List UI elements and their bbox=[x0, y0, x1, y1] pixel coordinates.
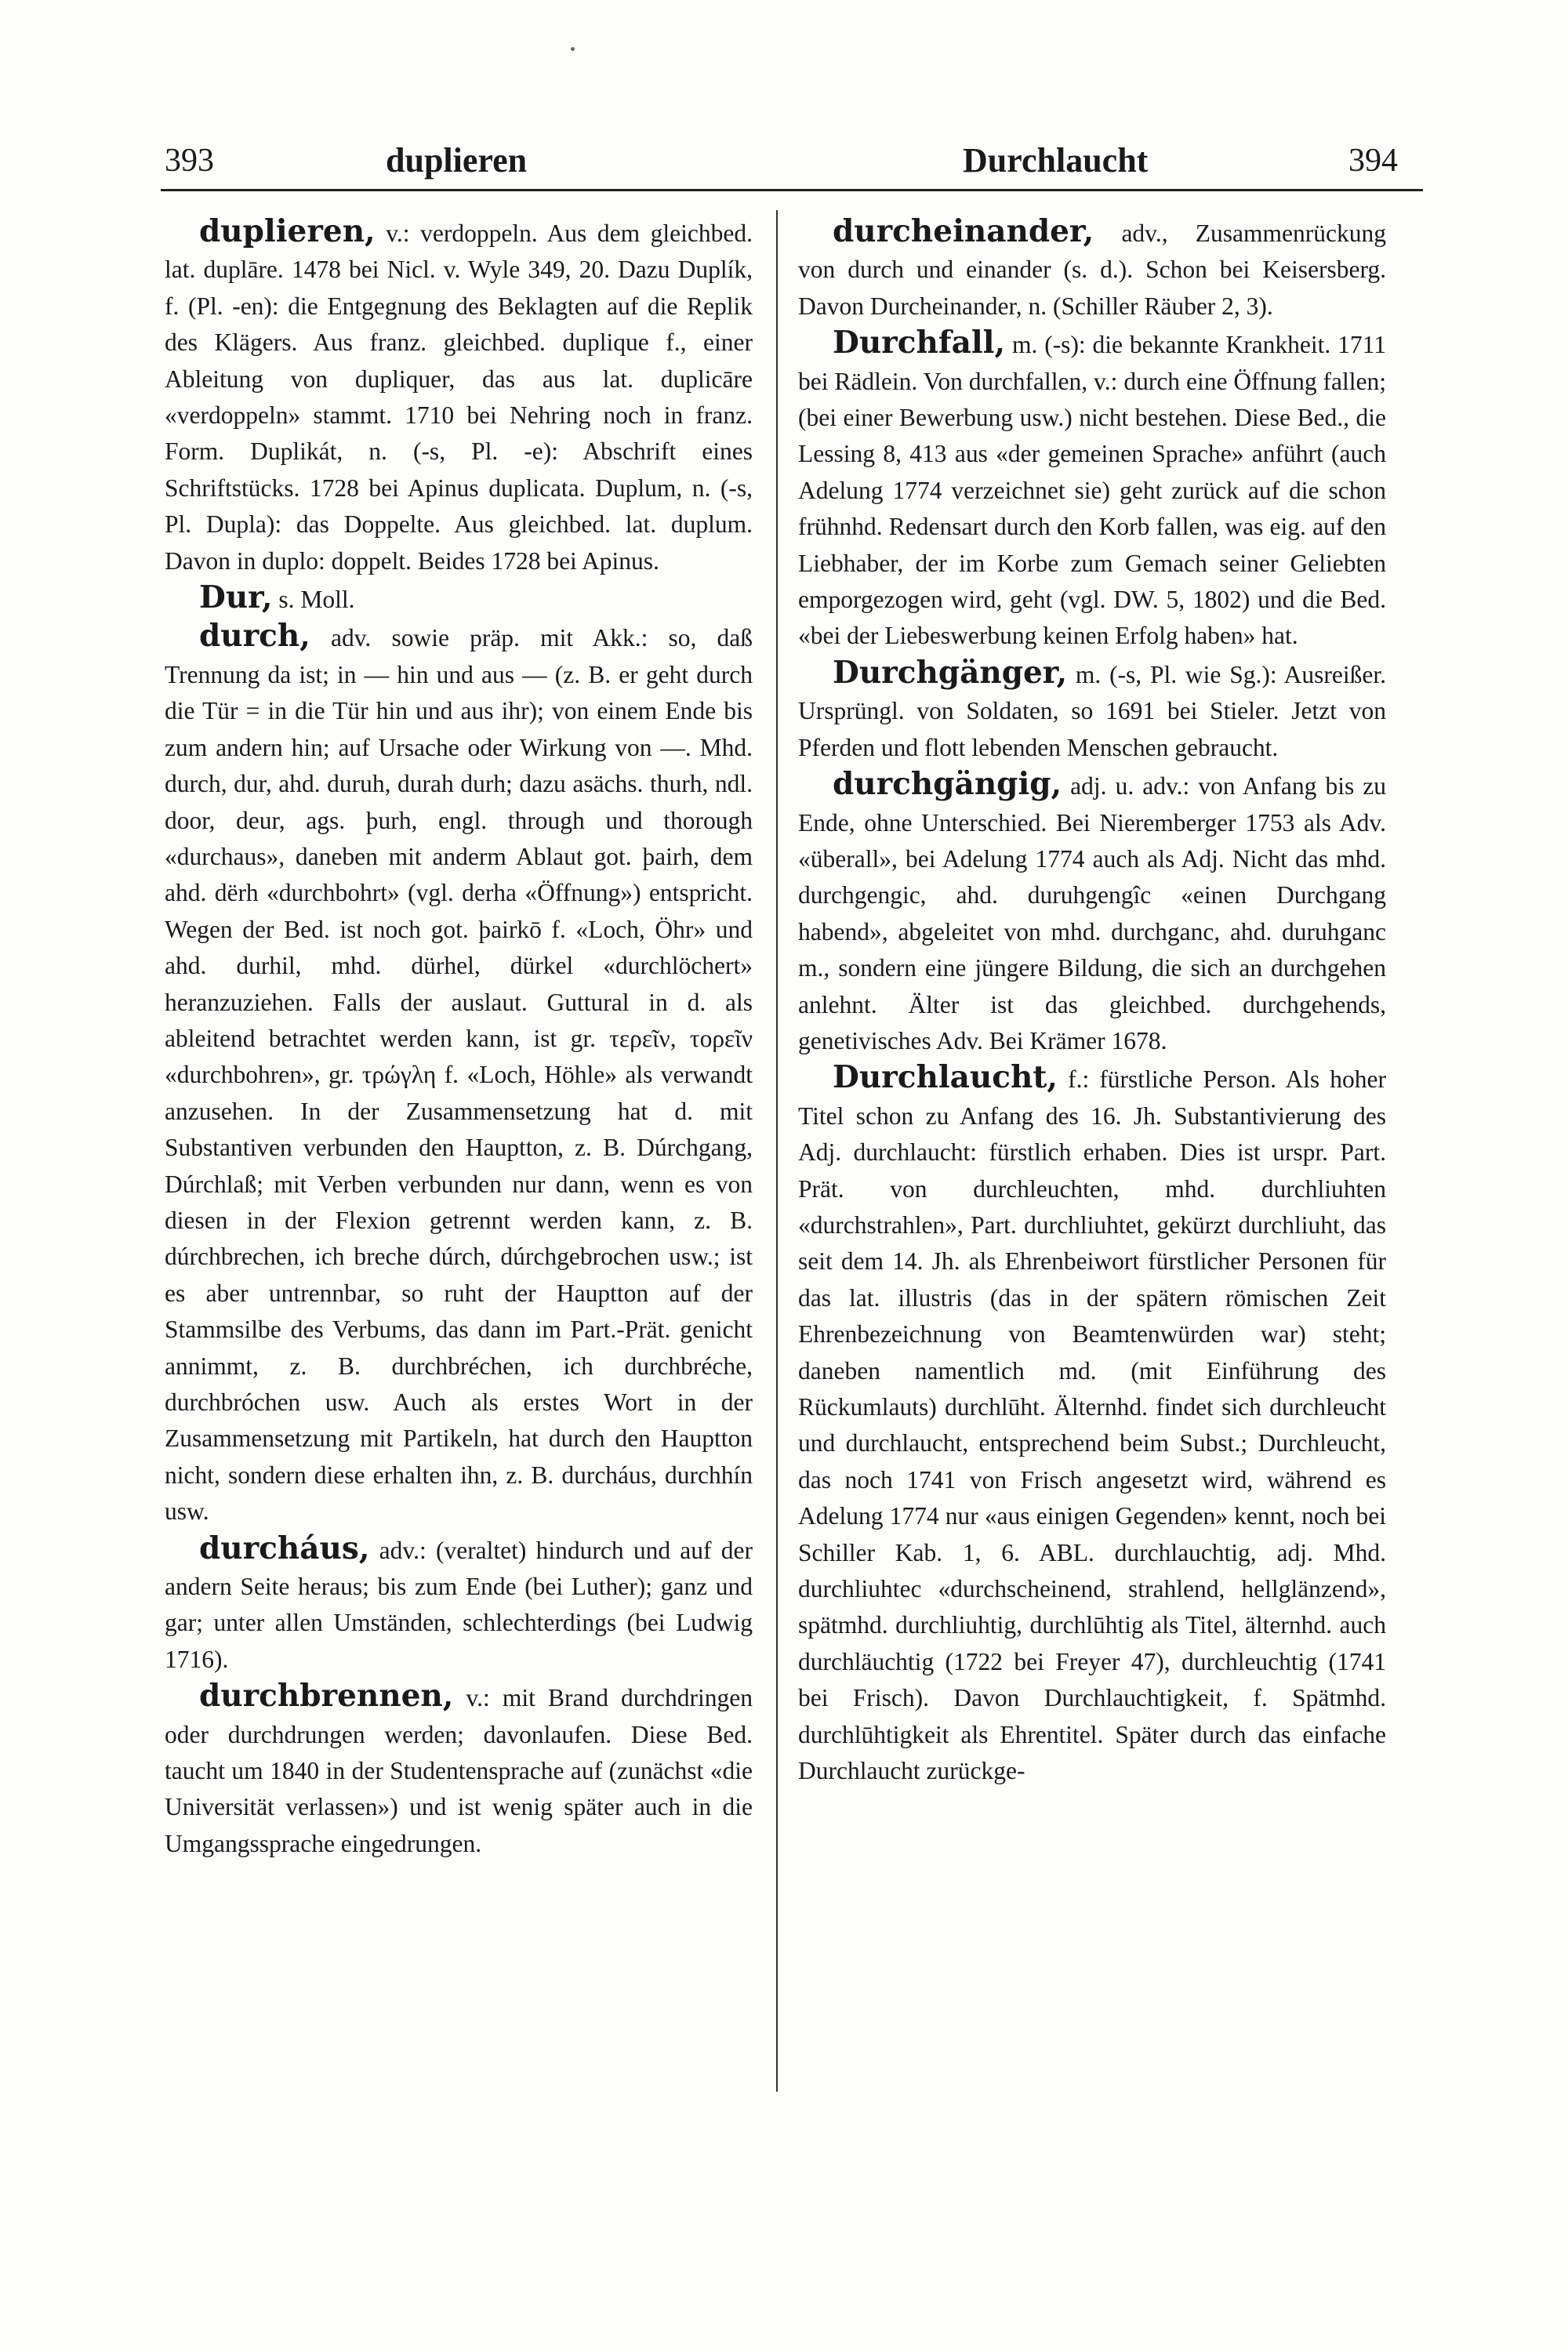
dictionary-entry bbox=[165, 1678, 753, 1862]
dictionary-entry bbox=[798, 325, 1386, 655]
right-column bbox=[798, 213, 1386, 1789]
dictionary-entry bbox=[798, 1059, 1386, 1789]
entry-headword: Durchlaucht, bbox=[833, 1059, 1058, 1096]
header-rule bbox=[161, 189, 1423, 191]
left-column bbox=[165, 213, 753, 1862]
dictionary-entry bbox=[798, 766, 1386, 1059]
entry-headword: durchbrennen, bbox=[199, 1678, 454, 1715]
entry-body: m. (-s, Pl. wie Sg.): Ausreißer. Ursprüngl. von Soldaten, so 1691 bei Stieler. Jetzt von Pferden und flott lebenden Menschen gebraucht. bbox=[798, 660, 1386, 761]
right-page-number: 394 bbox=[1348, 143, 1398, 179]
entry-body: v.: mit Brand durchdringen oder durchdrungen werden; davonlaufen. Diese Bed. taucht um 1840 in der Studentensprache auf (zunächst «die Universität verlassen») und ist wenig später auch in die Umgangssprache eingedrungen. bbox=[165, 1684, 753, 1857]
dictionary-entry bbox=[165, 579, 753, 618]
entry-headword: durchgängig, bbox=[833, 766, 1062, 803]
entry-headword: Dur, bbox=[199, 579, 273, 616]
entry-headword: durcheinander, bbox=[833, 213, 1094, 249]
entry-headword: durcháus, bbox=[199, 1530, 370, 1566]
entry-body: m. (-s): die bekannte Krankheit. 1711 bei Rädlein. Von durchfallen, v.: durch eine Öffnung fallen; (bei einer Bewerbung usw.) nicht bestehen. Diese Bed., die Lessing 8, 413 aus «der gemeinen Sprache» anführt (auch Adelung 1774 verzeichnet sie) geht zurück auf die schon frühnhd. Redensart durch den Korb fallen, was eig. auf den Liebhaber, der im Korbe zum Gemach seiner Geliebten emporgezogen wird, geht (vgl. DW. 5, 1802) und die Bed. «bei der Liebeswerbung keinen Erfolg haben» hat. bbox=[798, 331, 1386, 650]
page-speck bbox=[571, 47, 575, 51]
entry-body: adv., Zusammenrückung von durch und einander (s. d.). Schon bei Keisersberg. Davon Durcheinander, n. (Schiller Räuber 2, 3). bbox=[798, 220, 1386, 320]
running-header bbox=[165, 141, 1419, 188]
entry-headword: duplieren, bbox=[199, 213, 376, 249]
dictionary-entry bbox=[165, 213, 753, 579]
entry-headword: Durchgänger, bbox=[833, 654, 1068, 691]
column-divider bbox=[776, 210, 778, 2092]
entry-body: s. Moll. bbox=[272, 586, 355, 614]
entry-body: adv.: (veraltet) hindurch und auf der andern Seite heraus; bis zum Ende (bei Luther); ganz und gar; unter allen Umständen, schlechterdings (bei Ludwig 1716). bbox=[165, 1536, 753, 1673]
entry-body: f.: fürstliche Person. Als hoher Titel schon zu Anfang des 16. Jh. Substantivierung des Adj. durchlaucht: fürstlich erhaben. Dies ist urspr. Part. Prät. von durchleuchten, mhd. durchliuhten «durchstrahlen», Part. durchliuhtet, gekürzt durchliuht, das seit dem 14. Jh. als Ehrenbeiwort fürstlicher Personen für das lat. illustris (das in der spätern römischen Zeit Ehrenbezeichnung von Beamtenwürden war) steht; daneben namentlich md. (mit Einführung des Rückumlauts) durchlūht. Älternhd. findet sich durchleucht und durchlaucht, entsprechend beim Subst.; Durchleucht, das noch 1741 von Frisch angesetzt wird, während es Adelung 1774 nur «aus einigen Gegenden» kennt, noch bei Schiller Kab. 1, 6. ABL. durchlauchtig, adj. Mhd. durchliuhtec «durchscheinend, strahlend, hellglänzend», spätmhd. durchliuhtig, durchlūhtig als Titel, älternhd. auch durchläuchtig (1722 bei Freyer 47), durchleuchtig (1741 bei Frisch). Davon Durchlauchtigkeit, f. Spätmhd. durchlūhtigkeit als Ehrentitel. Später durch das einfache Durchlaucht zurückge- bbox=[798, 1065, 1386, 1785]
dictionary-entry bbox=[165, 618, 753, 1530]
right-running-headword: Durchlaucht bbox=[963, 141, 1149, 180]
dictionary-entry bbox=[165, 1530, 753, 1679]
entry-headword: Durchfall, bbox=[833, 325, 1006, 361]
entry-body: adv. sowie präp. mit Akk.: so, daß Trennung da ist; in — hin und aus — (z. B. er geht durch die Tür = in die Tür hin und aus ihr); von einem Ende bis zum andern hin; auf Ursache oder Wirkung von —. Mhd. durch, dur, ahd. duruh, durah durh; dazu asächs. thurh, ndl. door, deur, ags. þurh, engl. through und thorough «durchaus», daneben mit anderm Ablaut got. þairh, dem ahd. dërh «durchbohrt» (vgl. derha «Öffnung») entspricht. Wegen der Bed. ist noch got. þairkō f. «Loch, Öhr» und ahd. durhil, mhd. dürhel, dürkel «durchlöchert» heranzuziehen. Falls der auslaut. Guttural in d. als ableitend betrachtet werden kann, ist gr. τερεῖν, τορεῖν «durchbohren», gr. τρώγλη f. «Loch, Höhle» als verwandt anzusehen. In der Zusammensetzung hat d. mit Substantiven verbunden den Hauptton, z. B. Dúrchgang, Dúrchlaß; mit Verben verbunden nur dann, wenn es von diesen in der Flexion getrennt werden kann, z. B. dúrchbrechen, ich breche dúrch, dúrchgebrochen usw.; ist es aber untrennbar, so ruht der Hauptton auf der Stammsilbe des Verbums, das dann im Part.-Prät. genicht annimmt, z. B. durchbréchen, ich durchbréche, durchbróchen usw. Auch als erstes Wort in der Zusammensetzung mit Partikeln, hat durch den Hauptton nicht, sondern diese erhalten ihn, z. B. durcháus, durchhín usw. bbox=[165, 624, 753, 1526]
entry-body: adj. u. adv.: von Anfang bis zu Ende, ohne Unterschied. Bei Nieremberger 1753 als Adv. «überall», bei Adelung 1774 auch als Adj. Nicht das mhd. durchgengic, ahd. duruhgengîc «einen Durchgang habend», abgeleitet von mhd. durchganc, ahd. duruhganc m., sondern eine jüngere Bildung, die sich an durchgehen anlehnt. Älter ist das gleichbed. durchgehends, genetivisches Adv. Bei Krämer 1678. bbox=[798, 772, 1386, 1054]
dictionary-entry bbox=[798, 213, 1386, 325]
dictionary-entry bbox=[798, 655, 1386, 766]
left-running-headword: duplieren bbox=[386, 141, 528, 180]
entry-body: v.: verdoppeln. Aus dem gleichbed. lat. duplāre. 1478 bei Nicl. v. Wyle 349, 20. Dazu Duplík, f. (Pl. -en): die Entgegnung des Beklagten auf die Replik des Klägers. Aus franz. gleichbed. duplique f., einer Ableitung von dupliquer, das aus lat. duplicāre «verdoppeln» stammt. 1710 bei Nehring noch in franz. Form. Duplikát, n. (-s, Pl. -e): Abschrift eines Schriftstücks. 1728 bei Apinus duplicata. Duplum, n. (-s, Pl. Dupla): das Doppelte. Aus gleichbed. lat. duplum. Davon in duplo: doppelt. Beides 1728 bei Apinus. bbox=[165, 220, 753, 575]
left-page-number: 393 bbox=[165, 143, 214, 179]
entry-headword: durch, bbox=[199, 618, 310, 655]
